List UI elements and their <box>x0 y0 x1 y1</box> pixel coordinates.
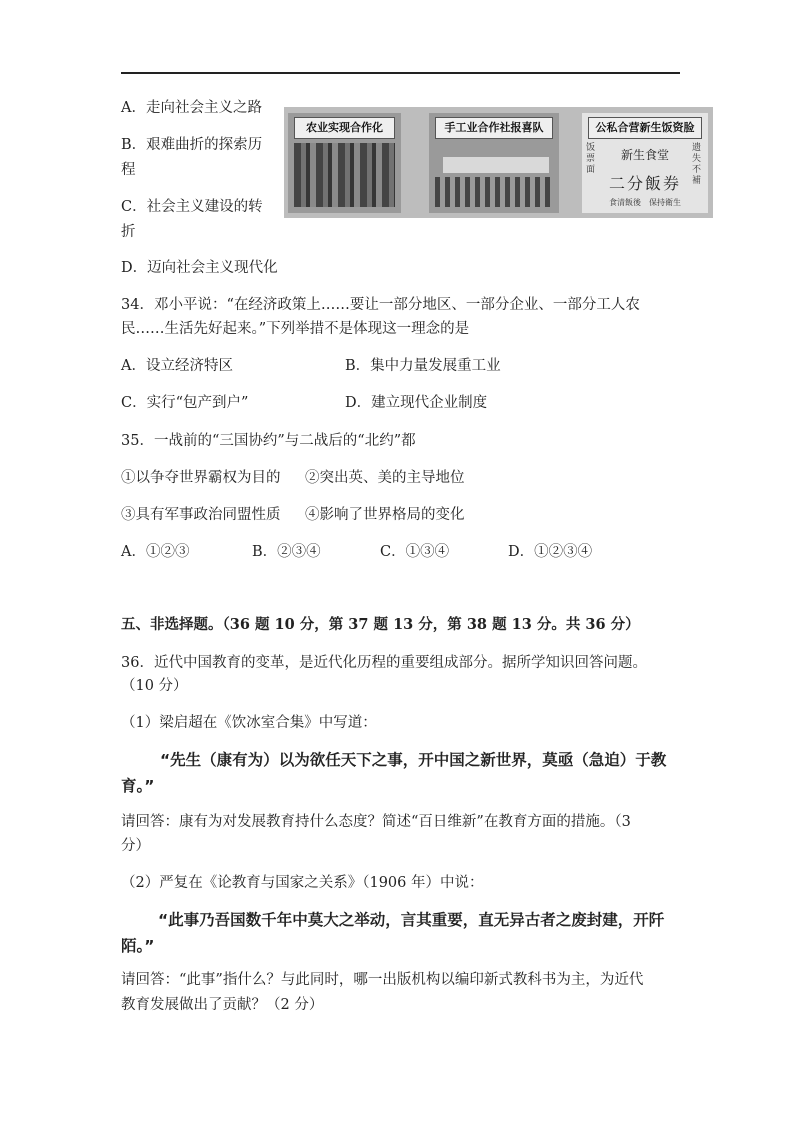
q34-stem-line1: 34．邓小平说：“在经济政策上……要让一部分地区、一部分企业、一部分工人农 <box>121 297 640 313</box>
q34-option-c: C．实行“包产到户” <box>121 395 249 411</box>
photo-handicraft <box>429 113 559 213</box>
q36-part2-quote-line2: 陌。” <box>121 937 155 955</box>
section5-heading: 五、非选择题。（36 题 10 分，第 37 题 13 分，第 38 题 13 分。共 36 分） <box>121 616 640 633</box>
photo-meal-ticket <box>582 113 708 213</box>
q36-part1-quote-line2: 育。” <box>121 777 155 795</box>
q35-option-d: D．①②③④ <box>508 544 593 560</box>
photo-handicraft-parade <box>435 177 553 207</box>
q35-option-b: B．②③④ <box>252 544 321 560</box>
ticket-subtitle: 新生食堂 <box>620 148 669 162</box>
q33-option-d: D．迈向社会主义现代化 <box>121 260 278 276</box>
q34-stem-line2: 民……生活先好起来。”下列举措不是体现这一理念的是 <box>121 321 470 337</box>
q36-part1-intro: （1）梁启超在《饮冰室合集》中写道： <box>121 715 377 731</box>
q33-option-c-line2: 折 <box>121 224 136 240</box>
q36-part2-question-line1: 请回答：“此事”指什么？与此同时，哪一出版机构以编印新式教科书为主，为近代 <box>121 972 644 988</box>
photo-meal-ticket-caption: 公私合营新生饭资脸 <box>588 117 702 139</box>
q35-item-4: ④影响了世界格局的变化 <box>305 507 465 523</box>
q36-part2-intro: （2）严复在《论教育与国家之关系》（1906 年）中说： <box>121 875 484 891</box>
photo-agriculture-crowd <box>294 143 395 207</box>
q33-option-b-line1: B．艰难曲折的探索历 <box>121 137 263 153</box>
q35-stem: 35．一战前的“三国协约”与二战后的“北约”都 <box>121 433 416 449</box>
ticket-left-text: 饭票面 <box>586 143 596 175</box>
q34-option-a: A．设立经济特区 <box>121 358 233 374</box>
q36-part2-quote-line1: “此事乃吾国数千年中莫大之举动，言其重要，直无异古者之废封建，开阡 <box>158 911 665 929</box>
q36-part1-question-line2: 分） <box>121 838 150 854</box>
ticket-footer: 食清飯後 保持衛生 <box>609 198 681 207</box>
q36-part1-quote-line1: “先生（康有为）以为欲任天下之事，开中国之新世界，莫亟（急迫）于教 <box>160 751 667 769</box>
q36-part1-question-line1: 请回答：康有为对发展教育持什么态度？简述“百日维新”在教育方面的措施。（3 <box>121 814 631 830</box>
q36-stem-line2: （10 分） <box>121 678 188 694</box>
q36-part2-question-line2: 教育发展做出了贡献？（2 分） <box>121 997 324 1013</box>
q35-item-3: ③具有军事政治同盟性质 <box>121 507 281 523</box>
q33-option-c-line1: C．社会主义建设的转 <box>121 199 263 215</box>
q36-stem-line1: 36．近代中国教育的变革，是近代化历程的重要组成部分。据所学知识回答问题。 <box>121 655 647 671</box>
q34-option-d: D．建立现代企业制度 <box>345 395 488 411</box>
photo-handicraft-banner <box>443 157 549 173</box>
header-rule <box>121 72 680 74</box>
photo-agriculture <box>288 113 401 213</box>
q35-option-c: C．①③④ <box>380 544 450 560</box>
q33-option-b-line2: 程 <box>121 162 136 178</box>
photo-handicraft-caption: 手工业合作社报喜队 <box>435 117 553 139</box>
q35-item-2: ②突出英、美的主导地位 <box>305 470 465 486</box>
q34-option-b: B．集中力量发展重工业 <box>345 358 501 374</box>
q33-option-a: A．走向社会主义之路 <box>121 100 262 116</box>
q33-photo-strip <box>284 107 713 218</box>
ticket-right-text: 遗失不補 <box>692 143 702 186</box>
q35-item-1: ①以争夺世界霸权为目的 <box>121 470 281 486</box>
q35-option-a: A．①②③ <box>121 544 190 560</box>
ticket-main-text: 二分飯券 <box>608 174 681 193</box>
photo-agriculture-caption: 农业实现合作化 <box>294 117 395 139</box>
